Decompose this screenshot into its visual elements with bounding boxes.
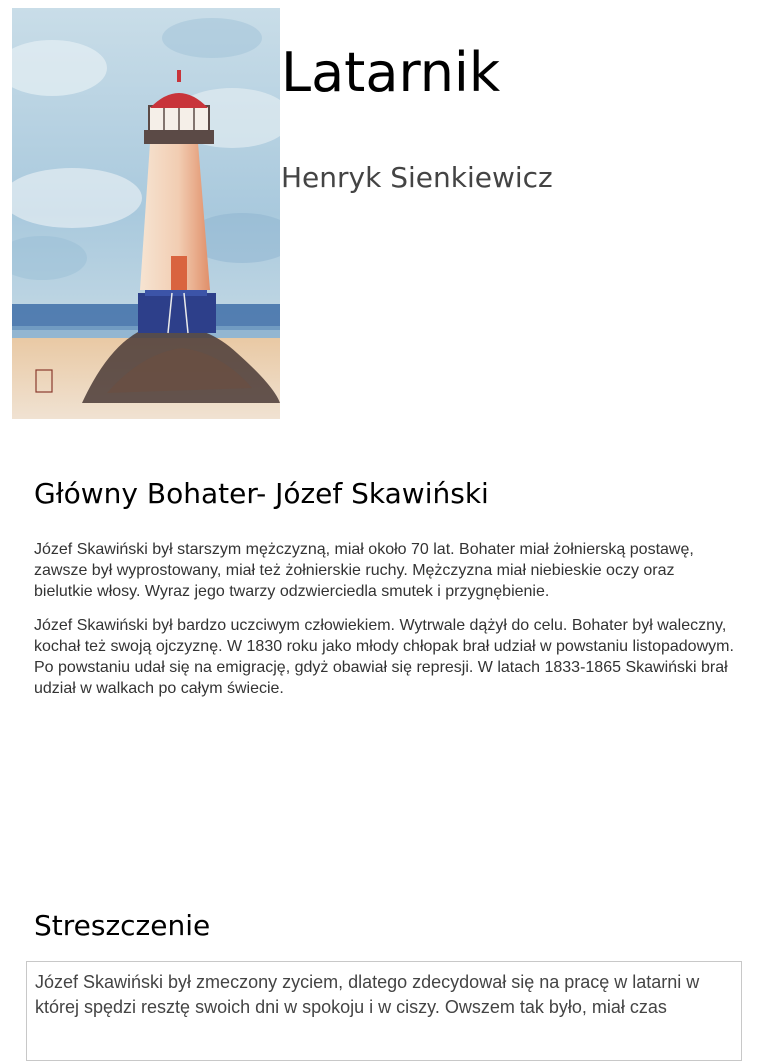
book-title: Latarnik bbox=[281, 41, 501, 104]
hero-paragraph-character: Józef Skawiński był bardzo uczciwym człowiekiem. Wytrwale dążył do celu. Bohater był waleczny, kochał też swoją ojczyznę. W 1830 roku jako młody chłopak brał udział w powstaniu listopadowym. Po powstaniu udał się na emigrację, gdyż obawiał się represji. W latach 1833-1865 Skawiński brał udział w walkach po całym świecie. bbox=[34, 617, 734, 697]
summary-text-box: Józef Skawiński był zmeczony zyciem, dlatego zdecydował się na pracę w latarni w której spędzi resztę swoich dni w spokoju i w ciszy. Owszem tak było, miał czas bbox=[26, 961, 742, 1061]
hero-section-heading: Główny Bohater- Józef Skawiński bbox=[34, 477, 489, 510]
hero-paragraph-appearance: Józef Skawiński był starszym mężczyzną, miał około 70 lat. Bohater miał żołnierską postawę, zawsze był wyprostowany, miał też żołnierskie ruchy. Mężczyzna miał niebieskie oczy oraz bielutkie włosy. Wyraz jego twarzy odzwierciedla smutek i przygnębienie. bbox=[34, 541, 694, 600]
book-author: Henryk Sienkiewicz bbox=[281, 161, 553, 194]
hero-section-body bbox=[34, 539, 734, 712]
summary-section-heading: Streszczenie bbox=[34, 909, 211, 942]
lighthouse-cover-image bbox=[12, 8, 280, 419]
